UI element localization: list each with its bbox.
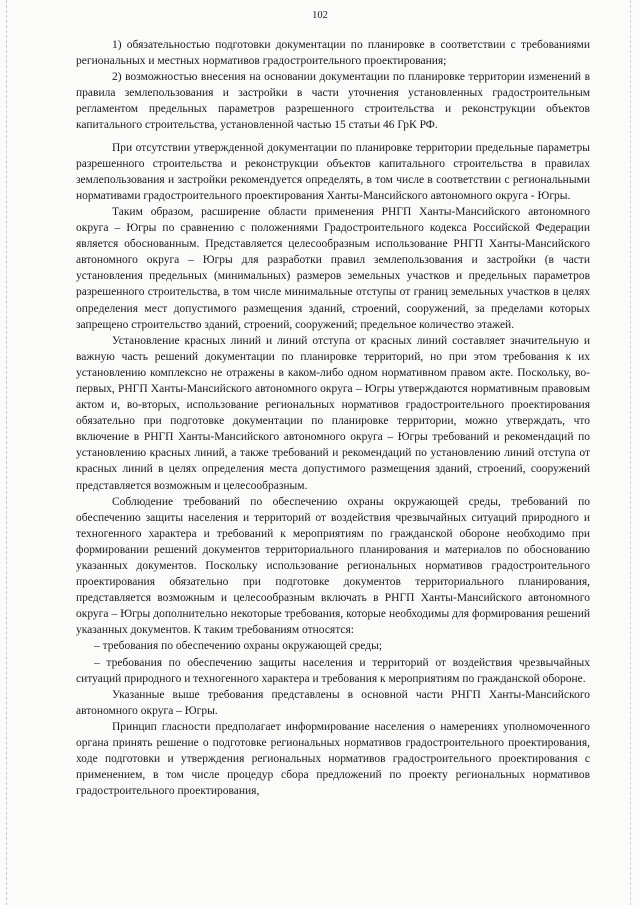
paragraph: Соблюдение требований по обеспечению охраны окружающей среды, требований по обеспечению защиты населения и территорий от воздействия чрезвычайных ситуаций природного и техногенного характера и требований к мероприятиям по гражданской обороне необходимо при формировании решений документов территориального планирования и материалов по обоснованию указанных документов. Поскольку использование региональных нормативов градостроительного проектирования обязательно при подготовке документов территориального планирования, представляется возможным и целесообразным включать в РНГП Ханты-Мансийского автономного округа – Югры дополнительно некоторые требования, которые необходимы для формирования решений указанных документов. К таким требованиям относятся: bbox=[76, 495, 590, 637]
scan-edge-left bbox=[6, 0, 8, 905]
document-body bbox=[76, 37, 590, 799]
paragraph: При отсутствии утвержденной документации по планировке территории предельные параметры разрешенного строительства и реконструкции объектов капитального строительства в правилах землепользования и застройки рекомендуется определять, в том числе в соответствии с региональными нормативами градостроительного проектирования Ханты-Мансийского автономного округа - Югры. bbox=[76, 141, 590, 202]
scan-edge-right bbox=[630, 0, 632, 905]
page-number: 102 bbox=[312, 10, 328, 21]
paragraph: Таким образом, расширение области применения РНГП Ханты-Мансийского автономного округа – Югры по сравнению с положениями Градостроительного кодекса Российской Федерации является обоснованным. Представляется целесообразным использование РНГП Ханты-Мансийского автономного округа – Югры для разработки правил землепользования и застройки (в части установления предельных (минимальных) размеров земельных участков и предельных параметров разрешенного строительства, в том числе минимальные отступы от границ земельных участков в целях определения мест допустимого размещения зданий, строений, сооружений, за пределами которых запрещено строительство зданий, строений, сооружений; предельное количество этажей. bbox=[76, 205, 590, 331]
list-item: – требования по обеспечению охраны окружающей среды; bbox=[94, 640, 383, 653]
paragraph: Принцип гласности предполагает информирование населения о намерениях уполномоченного органа принять решение о подготовке региональных нормативов градостроительного проектирования, ходе подготовки и утверждения региональных нормативов градостроительного проектирования с применением, в том числе процедур сбора предложений по проекту региональных нормативов градостроительного проектирования, bbox=[76, 720, 590, 798]
paragraph-item-1: 1) обязательностью подготовки документации по планировке в соответствии с требованиями региональных и местных нормативов градостроительного проектирования; bbox=[76, 39, 590, 68]
paragraph-item-2: 2) возможностью внесения на основании документации по планировке территории изменений в правила землепользования и застройки в части уточнения установленных градостроительным регламентом предельных параметров разрешенного строительства и реконструкции объектов капитального строительства, установленной частью 15 статьи 46 ГрК РФ. bbox=[76, 71, 590, 132]
list-item: – требования по обеспечению защиты населения и территорий от воздействия чрезвычайных ситуаций природного и техногенного характера и требования к мероприятиям по гражданской обороне. bbox=[76, 656, 590, 685]
paragraph: Установление красных линий и линий отступа от красных линий составляет значительную и важную часть решений документации по планировке территорий, но при этом требования к их установлению комплексно не отражены в каком-либо одном нормативном правом акте. Поскольку, во-первых, РНГП Ханты-Мансийского автономного округа – Югры утверждаются нормативным правовым актом и, во-вторых, использование региональных нормативов градостроительного проектирования обязательно при подготовке документации по планировке территории, можно утверждать, что включение в РНГП Ханты-Мансийского автономного округа – Югры требований и рекомендаций по установлению красных линий, а также требований и рекомендаций по установлению линий отступа от красных линий в целях определения места допустимого размещения зданий, строений, сооружений представляется возможным и целесообразным. bbox=[76, 334, 590, 492]
paragraph: Указанные выше требования представлены в основной части РНГП Ханты-Мансийского автономного округа – Югры. bbox=[76, 688, 590, 717]
